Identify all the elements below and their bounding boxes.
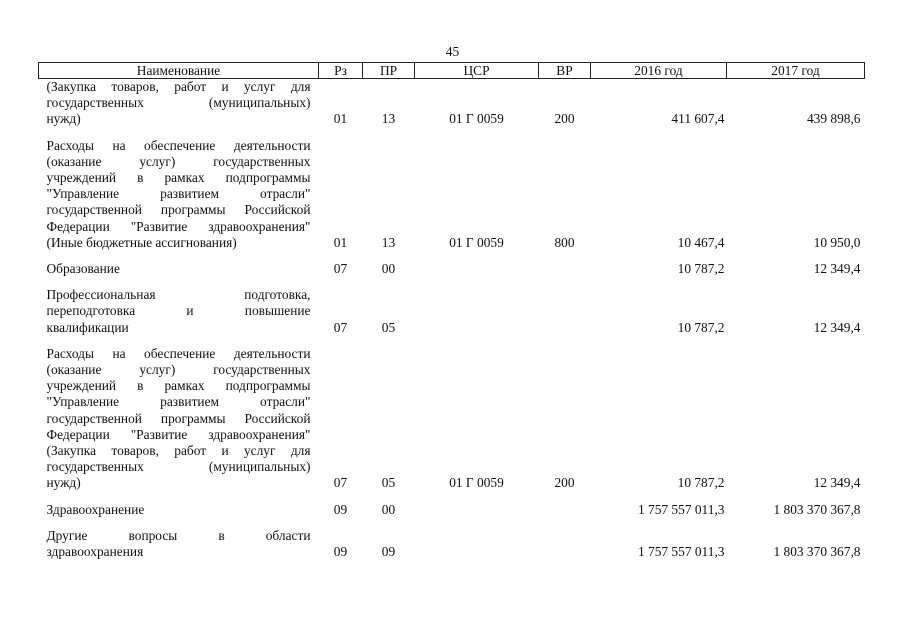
- table-header-row: [39, 63, 865, 79]
- row-rz: 01: [333, 111, 348, 127]
- header-vr: ВР: [539, 63, 591, 79]
- row-vr: [539, 518, 591, 560]
- row-pr: 13: [381, 111, 396, 127]
- row-name-line: здравоохранения: [46, 544, 144, 560]
- row-2017: 12 349,4: [813, 475, 861, 491]
- row-name-line: учреждений в рамках подпрограммы: [46, 170, 311, 186]
- row-vr: 200: [554, 111, 575, 127]
- row-name-line: Другие вопросы в области: [46, 527, 311, 543]
- row-name-line: государственных (муниципальных): [46, 95, 311, 111]
- row-name-line: (Закупка товаров, работ и услуг для: [46, 443, 311, 459]
- table-row: [39, 79, 865, 128]
- row-name-line: (Иные бюджетные ассигнования): [46, 234, 237, 250]
- row-pr: 09: [381, 544, 396, 560]
- row-rz: 07: [333, 261, 348, 277]
- row-name-line: "Управление развитием отрасли": [46, 394, 311, 410]
- header-pr: ПР: [363, 63, 415, 79]
- row-name-line: Расходы на обеспечение деятельности: [46, 345, 311, 361]
- row-2016: 1 757 557 011,3: [637, 544, 725, 560]
- row-csr: 01 Г 0059: [449, 111, 504, 127]
- header-2016: 2016 год: [591, 63, 727, 79]
- row-name-line: государственной программы Российской: [46, 410, 311, 426]
- row-pr: 05: [381, 475, 396, 491]
- table-row: [39, 251, 865, 277]
- row-name: [39, 492, 319, 518]
- row-2016: 1 757 557 011,3: [637, 501, 725, 517]
- row-csr: 01 Г 0059: [449, 234, 504, 250]
- row-csr: [415, 518, 539, 560]
- row-name-line: учреждений в рамках подпрограммы: [46, 378, 311, 394]
- row-name-line: Образование: [46, 261, 120, 277]
- row-csr: [415, 492, 539, 518]
- row-pr: 00: [381, 501, 396, 517]
- row-csr: [415, 251, 539, 277]
- row-2017: 10 950,0: [813, 234, 861, 250]
- row-rz: 01: [333, 234, 348, 250]
- row-vr: [539, 277, 591, 336]
- row-name-line: переподготовка и повышение: [46, 303, 311, 319]
- row-pr: 13: [381, 234, 396, 250]
- row-2016: 411 607,4: [671, 111, 725, 127]
- table-row: [39, 128, 865, 251]
- row-name-line: квалификации: [46, 319, 129, 335]
- row-name-line: "Управление развитием отрасли": [46, 186, 311, 202]
- row-vr: 800: [554, 234, 575, 250]
- row-name-line: Здравоохранение: [46, 501, 145, 517]
- header-name: Наименование: [39, 63, 319, 79]
- row-rz: 09: [333, 501, 348, 517]
- row-2016: 10 787,2: [677, 261, 725, 277]
- row-name: [39, 518, 319, 560]
- row-2017: 1 803 370 367,8: [773, 544, 861, 560]
- row-csr: 01 Г 0059: [449, 475, 504, 491]
- row-rz: 07: [333, 475, 348, 491]
- row-2016: 10 787,2: [677, 475, 725, 491]
- header-2017: 2017 год: [727, 63, 865, 79]
- row-name-line: Расходы на обеспечение деятельности: [46, 137, 311, 153]
- row-pr: 00: [381, 261, 396, 277]
- row-2016: 10 467,4: [677, 234, 725, 250]
- row-name-line: (оказание услуг) государственных: [46, 153, 311, 169]
- row-name-line: (Закупка товаров, работ и услуг для: [46, 79, 311, 94]
- table-row: [39, 277, 865, 336]
- table-row: [39, 492, 865, 518]
- row-rz: 09: [333, 544, 348, 560]
- row-2017: 439 898,6: [806, 111, 861, 127]
- header-rz: Рз: [319, 63, 363, 79]
- row-name-line: нужд): [46, 111, 81, 127]
- row-vr: 200: [554, 475, 575, 491]
- row-rz: 07: [333, 319, 348, 335]
- table-row: [39, 336, 865, 492]
- row-2017: 12 349,4: [813, 261, 861, 277]
- row-name: [39, 336, 319, 492]
- table-row: [39, 518, 865, 560]
- row-name-line: нужд): [46, 475, 81, 491]
- row-csr: [415, 277, 539, 336]
- row-vr: [539, 492, 591, 518]
- header-csr: ЦСР: [415, 63, 539, 79]
- row-pr: 05: [381, 319, 396, 335]
- row-2017: 1 803 370 367,8: [773, 501, 861, 517]
- row-name-line: (оказание услуг) государственных: [46, 362, 311, 378]
- row-name-line: государственных (муниципальных): [46, 459, 311, 475]
- row-name: [39, 251, 319, 277]
- row-name: [39, 128, 319, 251]
- table-body: [39, 79, 865, 561]
- row-name-line: Федерации "Развитие здравоохранения": [46, 426, 311, 442]
- row-name: [39, 277, 319, 336]
- row-name-line: государственной программы Российской: [46, 202, 311, 218]
- page-number: 45: [445, 44, 460, 59]
- row-name-line: Федерации "Развитие здравоохранения": [46, 218, 311, 234]
- row-vr: [539, 251, 591, 277]
- budget-table: [38, 62, 865, 560]
- row-2017: 12 349,4: [813, 319, 861, 335]
- row-2016: 10 787,2: [677, 319, 725, 335]
- row-name: [39, 79, 319, 128]
- row-name-line: Профессиональная подготовка,: [46, 287, 311, 303]
